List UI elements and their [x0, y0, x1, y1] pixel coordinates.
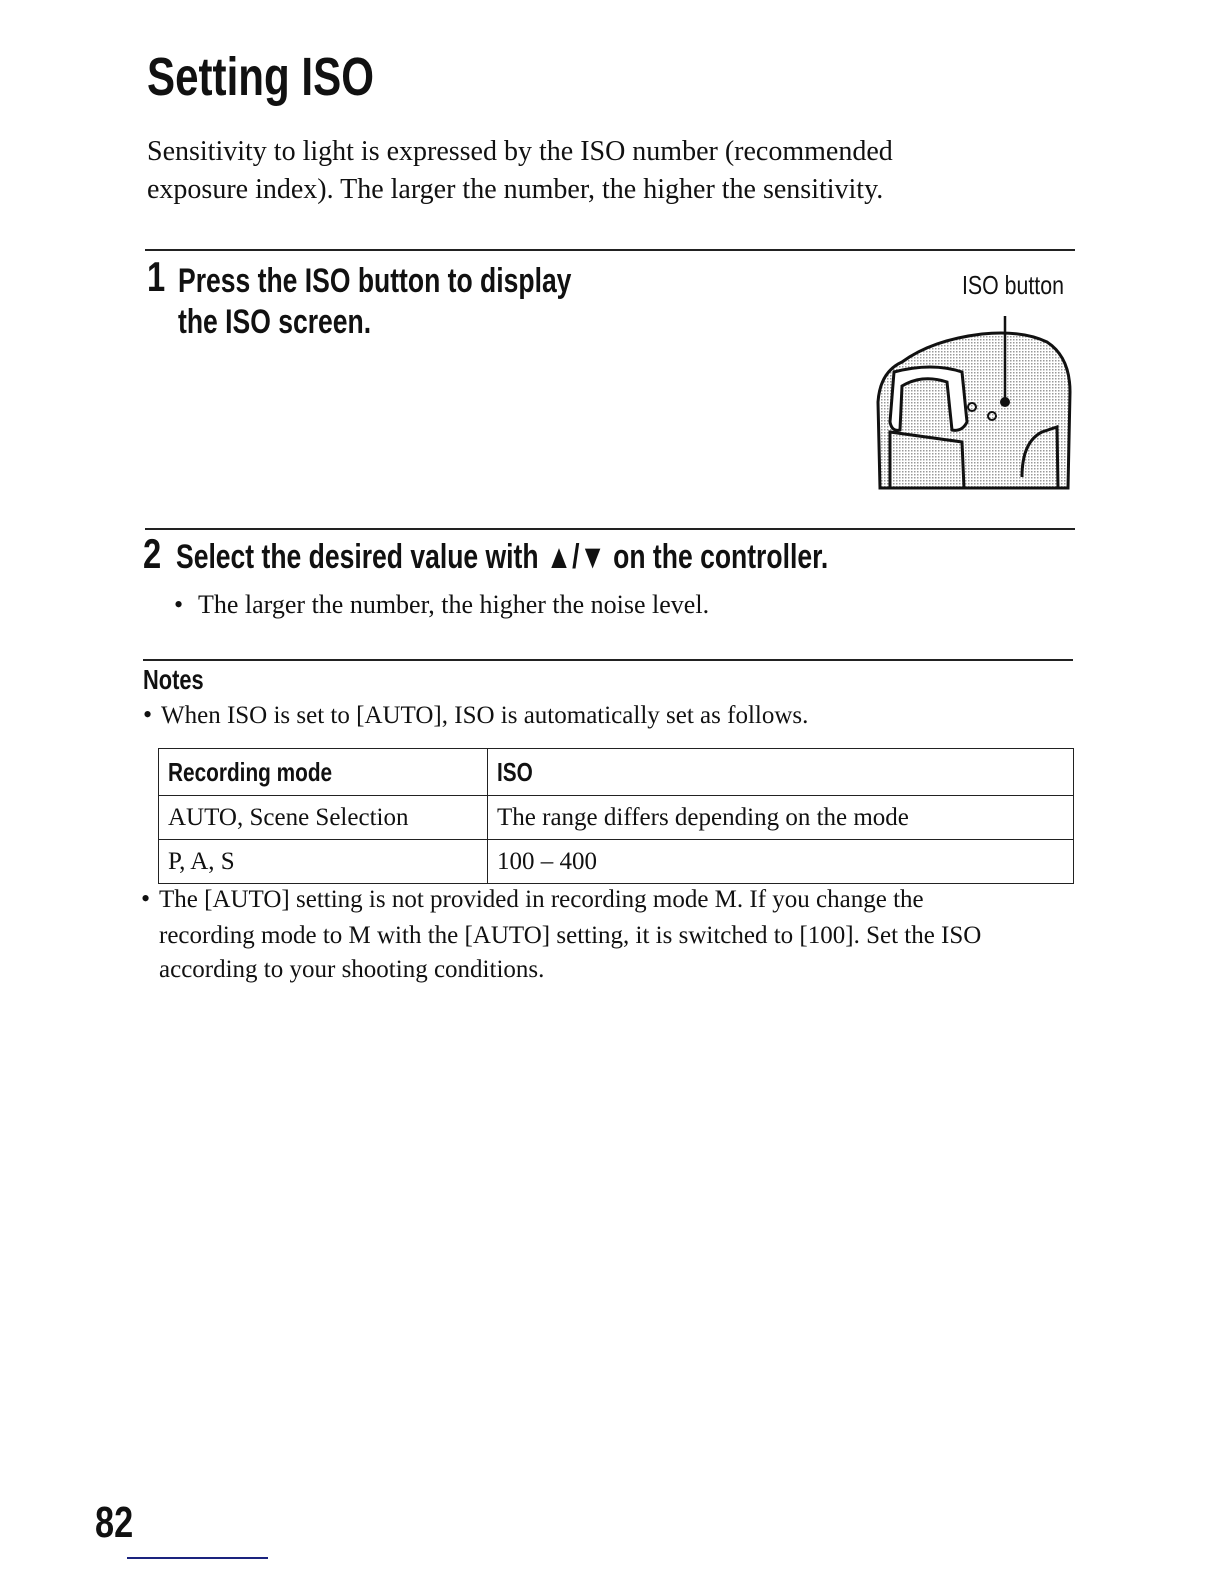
notes-heading: Notes: [143, 664, 204, 695]
intro-line-1: Sensitivity to light is expressed by the ISO number (recommended: [147, 136, 893, 167]
step-2-bullet: The larger the number, the higher the noise level.: [198, 590, 710, 619]
step-1-line-2: the ISO screen.: [178, 303, 372, 341]
notes-bullet-2-line-2: recording mode to M with the [AUTO] setting, it is switched to [100]. Set the ISO: [159, 922, 982, 949]
bullet-dot: •: [174, 590, 184, 619]
page-number: 82: [95, 1498, 134, 1547]
intro-line-2: exposure index). The larger the number, the higher the sensitivity.: [147, 174, 884, 205]
divider: [145, 249, 1075, 251]
table-header-row: [159, 749, 1074, 796]
table-row: [159, 840, 1074, 884]
bullet-dot: •: [141, 884, 151, 913]
iso-button-label: ISO button: [962, 270, 1064, 300]
step-1-line-1: Press the ISO button to display: [178, 262, 572, 300]
step-1-number: 1: [147, 253, 166, 300]
table-cell: P, A, S: [159, 840, 488, 884]
camera-illustration: [872, 312, 1077, 492]
table-header: [488, 749, 1074, 796]
bullet-dot: •: [143, 700, 153, 729]
table-header: [159, 749, 488, 796]
divider: [145, 528, 1075, 530]
table-cell: The range differs depending on the mode: [488, 796, 1074, 840]
notes-bullet-2-line-1: The [AUTO] setting is not provided in recording mode M. If you change the: [159, 886, 924, 913]
step-2-number: 2: [143, 530, 162, 577]
table-cell: AUTO, Scene Selection: [159, 796, 488, 840]
iso-auto-table: [158, 748, 1074, 884]
divider: [143, 659, 1073, 661]
notes-bullet-1: When ISO is set to [AUTO], ISO is automatically set as follows.: [161, 702, 809, 729]
footer-rule: [127, 1557, 268, 1559]
table-cell: 100 – 400: [488, 840, 1074, 884]
step-2-text: Select the desired value with ▲/▼ on the controller.: [176, 538, 829, 576]
notes-bullet-2-line-3: according to your shooting conditions.: [159, 956, 545, 983]
header-recording-mode: Recording mode: [168, 756, 333, 787]
header-iso: ISO: [497, 756, 533, 787]
page-title: Setting ISO: [147, 47, 374, 107]
table-row: [159, 796, 1074, 840]
